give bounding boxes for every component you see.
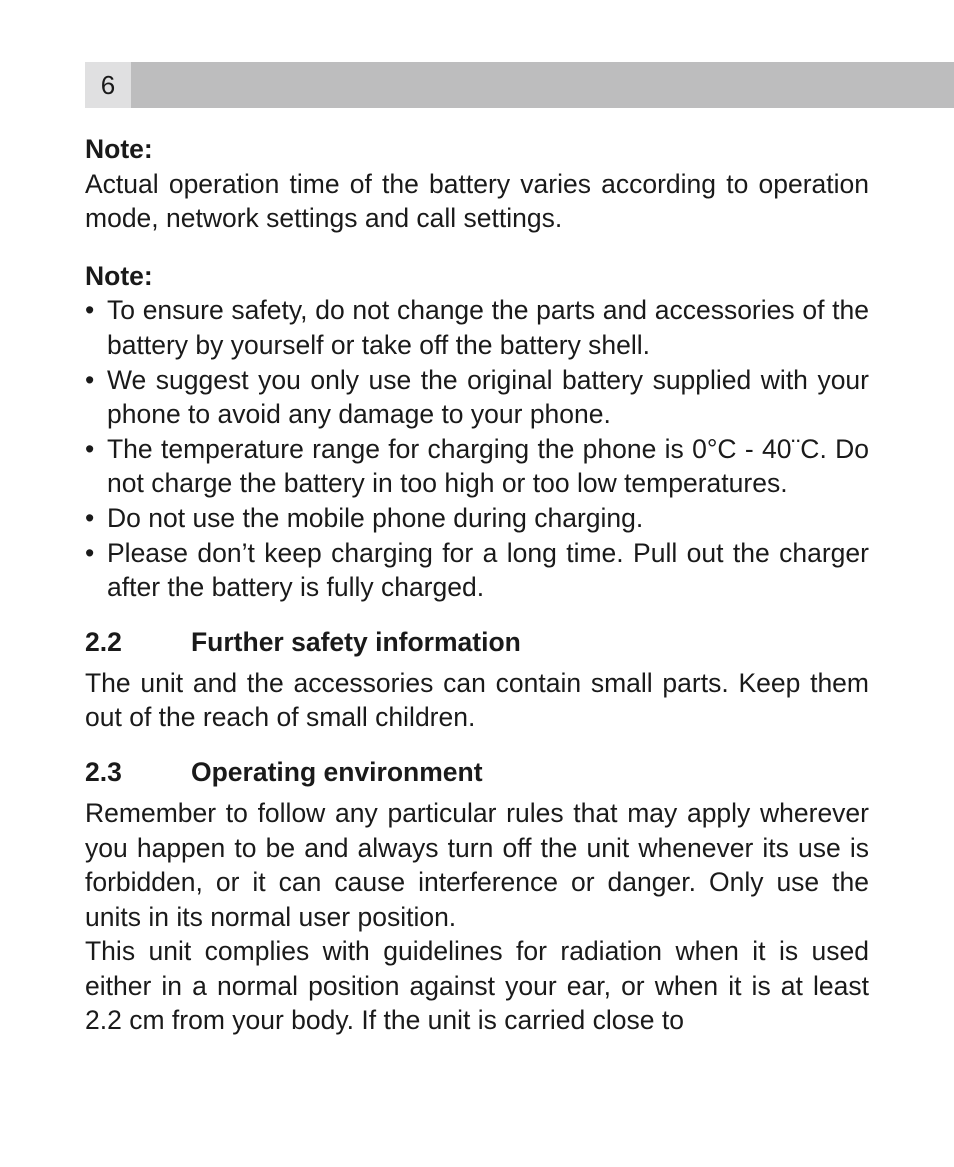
section-text-2-2: The unit and the accessories can contain small parts. Keep them out of the reach of small children.: [85, 667, 869, 733]
section-number: 2.2: [85, 626, 122, 657]
list-item: • To ensure safety, do not change the parts and accessories of the battery by yourself or take off the battery shell.: [85, 295, 869, 360]
page-header-bar: [85, 62, 954, 108]
page-content: [85, 132, 869, 1038]
section-title: Further safety information: [191, 626, 521, 657]
section-paragraph: This unit complies with guidelines for radiation when it is used either in a normal position against your ear, or when it is at least 2.2 cm from your body. If the unit is carried close to: [85, 936, 869, 1036]
bullet-icon: •: [85, 537, 95, 568]
note-heading-1: Note:: [85, 134, 153, 164]
section-paragraph: Remember to follow any particular rules that may apply wherever you happen to be and always turn off the unit whenever its use is forbidden, or it can cause interference or danger. Only use the units in its normal user position.: [85, 797, 869, 932]
list-item: • Do not use the mobile phone during charging.: [85, 501, 869, 536]
section-heading-2-3: [85, 755, 869, 789]
note-text-1: Actual operation time of the battery varies according to operation mode, network settings and call settings.: [85, 168, 869, 234]
battery-safety-list: [85, 293, 869, 604]
section-number: 2.3: [85, 756, 122, 787]
bullet-icon: •: [85, 502, 95, 533]
bullet-icon: •: [85, 364, 95, 395]
bullet-icon: •: [85, 433, 95, 464]
section-heading-2-2: [85, 625, 869, 659]
list-item: • Please don’t keep charging for a long time. Pull out the charger after the battery is fully charged.: [85, 537, 869, 603]
page-number: 6: [85, 62, 131, 108]
section-title: Operating environment: [191, 756, 483, 787]
bullet-icon: •: [85, 295, 95, 326]
note-heading-2: Note:: [85, 260, 153, 291]
list-item: • We suggest you only use the original battery supplied with your phone to avoid any damage to your phone.: [85, 364, 869, 430]
list-item: • The temperature range for charging the phone is 0°C - 40¨C. Do not charge the battery in too high or too low temperatures.: [85, 433, 869, 499]
